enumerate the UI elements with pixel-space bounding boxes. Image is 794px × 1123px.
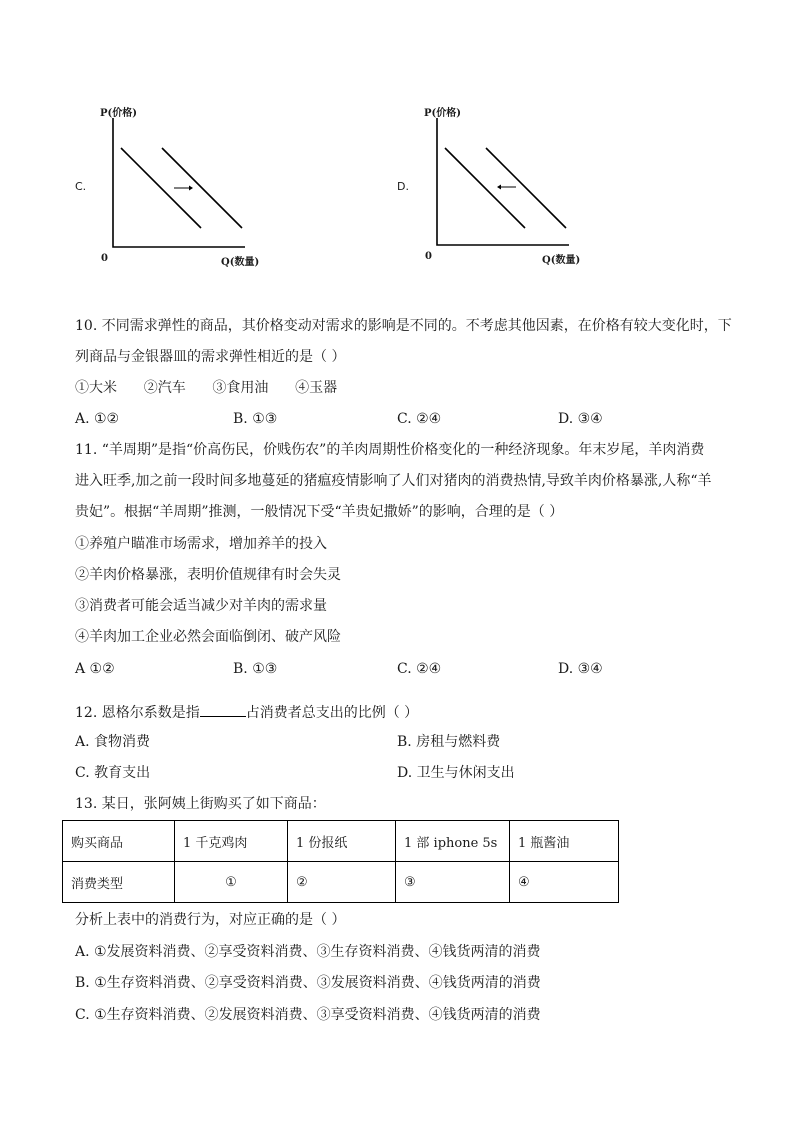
statement: ①养殖户瞄准市场需求，增加养羊的投入 <box>75 536 327 552</box>
fill-blank <box>200 702 246 717</box>
question-items: ①大米 ②汽车 ③食用油 ④玉器 <box>75 380 338 396</box>
option-a[interactable]: A. 食物消费 <box>75 734 151 750</box>
origin-label: 0 <box>425 251 432 262</box>
statement: ②羊肉价格暴涨，表明价值规律有时会失灵 <box>75 567 341 583</box>
question-stem: 11. “羊周期”是指“价高伤民，价贱伤农”的羊肉周期性价格变化的一种经济现象。年末岁尾，羊肉消费 <box>75 442 705 458</box>
option-b[interactable]: B. 房租与燃料费 <box>397 734 501 750</box>
option-a[interactable]: A ①② <box>75 661 115 677</box>
option-d[interactable]: D. ③④ <box>558 411 603 427</box>
question-stem: 进入旺季,加之前一段时间多地蔓延的猪瘟疫情影响了人们对猪肉的消费热情,导致羊肉价格暴涨,人称“羊 <box>75 473 712 489</box>
table-cell: 1 份报纸 <box>288 821 396 862</box>
x-axis-label: Q(数量) <box>542 255 581 266</box>
option-c[interactable]: C. ②④ <box>397 411 442 427</box>
demand-curve-graph <box>105 110 255 255</box>
axes <box>437 118 569 245</box>
arrow-left-icon <box>497 185 516 190</box>
option-a[interactable]: A. ①发展资料消费、②享受资料消费、③生存资料消费、④钱货两清的消费 <box>75 944 541 960</box>
question-stem: 10. 不同需求弹性的商品，其价格变动对需求的影响是不同的。不考虑其他因素，在价格有较大变化时，下 <box>75 318 732 334</box>
axes <box>113 118 245 247</box>
option-a[interactable]: A. ①② <box>75 411 120 427</box>
stem-suffix: 占消费者总支出的比例（ ） <box>245 705 419 721</box>
question-prompt: 分析上表中的消费行为，对应正确的是（ ） <box>75 912 346 928</box>
purchase-table <box>62 820 619 903</box>
stem-prefix: 12. 恩格尔系数是指 <box>75 705 200 721</box>
table-row <box>63 821 619 862</box>
table-cell: 消费类型 <box>63 862 175 903</box>
statement: ③消费者可能会适当减少对羊肉的需求量 <box>75 598 327 614</box>
option-b[interactable]: B. ①③ <box>233 411 278 427</box>
graph-option-label: D. <box>397 180 409 193</box>
question-stem: 列商品与金银器皿的需求弹性相近的是（ ） <box>75 349 346 365</box>
table-cell: 1 部 iphone 5s <box>396 821 510 862</box>
table-cell: ④ <box>510 862 619 903</box>
table-cell: 购买商品 <box>63 821 175 862</box>
y-axis-label: P(价格) <box>100 108 137 119</box>
arrow-right-icon <box>174 186 193 191</box>
table-cell: 1 千克鸡肉 <box>175 821 288 862</box>
option-c[interactable]: C. 教育支出 <box>75 765 151 781</box>
statement: ④羊肉加工企业必然会面临倒闭、破产风险 <box>75 629 341 645</box>
option-b[interactable]: B. ①③ <box>233 661 278 677</box>
origin-label: 0 <box>101 253 108 264</box>
table-cell: ② <box>288 862 396 903</box>
option-d[interactable]: D. 卫生与休闲支出 <box>397 765 515 781</box>
option-c[interactable]: C. ②④ <box>397 661 442 677</box>
demand-curve-d2 <box>486 148 566 228</box>
option-d[interactable]: D. ③④ <box>558 661 603 677</box>
x-axis-label: Q(数量) <box>221 257 260 268</box>
table-cell: 1 瓶酱油 <box>510 821 619 862</box>
table-cell: ① <box>175 862 288 903</box>
question-stem: 贵妃”。根据“羊周期”推测，一般情况下受“羊贵妃撒娇”的影响，合理的是（ ） <box>75 504 564 520</box>
question-stem <box>75 702 418 722</box>
question-stem: 13. 某日，张阿姨上街购买了如下商品： <box>75 796 326 812</box>
option-c[interactable]: C. ①生存资料消费、②发展资料消费、③享受资料消费、④钱货两清的消费 <box>75 1007 541 1023</box>
table-cell: ③ <box>396 862 510 903</box>
demand-curve-d1 <box>445 148 525 228</box>
demand-curve-graph <box>429 110 579 255</box>
graph-option-label: C. <box>75 180 87 193</box>
table-row <box>63 862 619 903</box>
y-axis-label: P(价格) <box>424 108 461 119</box>
option-b[interactable]: B. ①生存资料消费、②享受资料消费、③发展资料消费、④钱货两清的消费 <box>75 975 541 991</box>
